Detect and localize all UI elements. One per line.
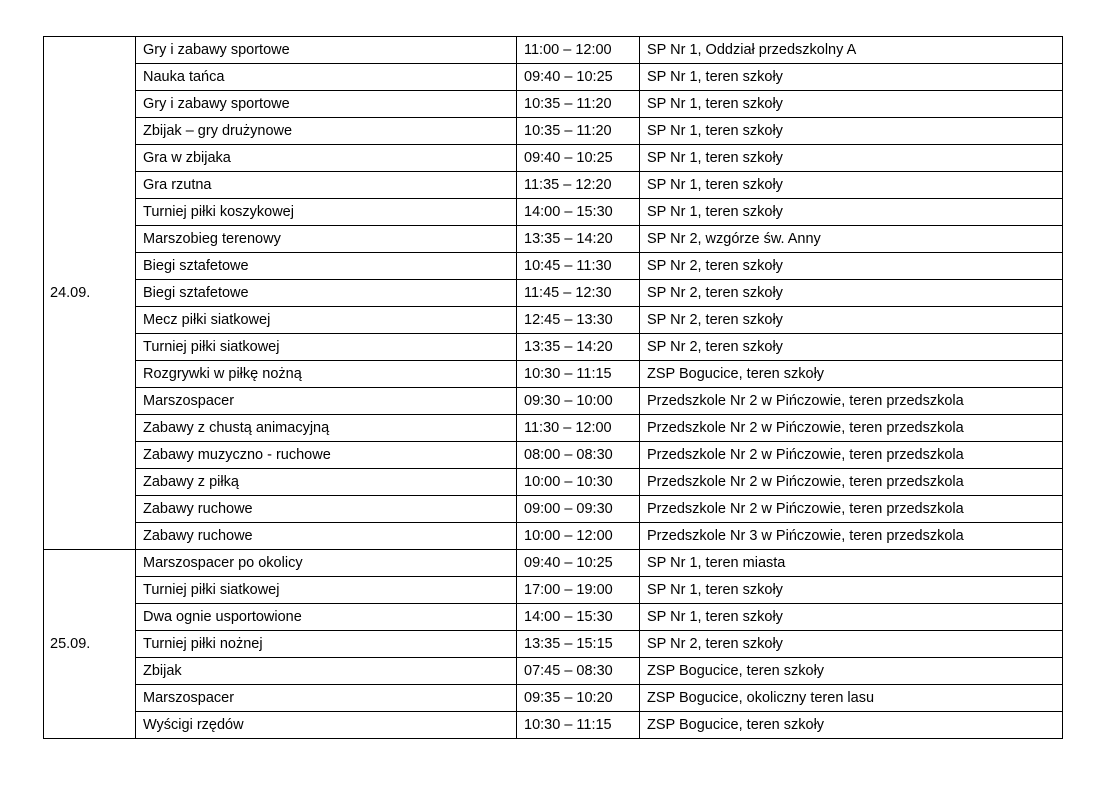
table-row [44,577,1063,604]
table-row [44,712,1063,739]
time-cell: 09:40 – 10:25 [517,550,640,577]
time-cell: 11:35 – 12:20 [517,172,640,199]
time-cell: 10:00 – 10:30 [517,469,640,496]
activity-cell: Marszobieg terenowy [136,226,517,253]
activity-cell: Turniej piłki siatkowej [136,334,517,361]
activity-cell: Marszospacer [136,685,517,712]
place-cell: Przedszkole Nr 2 w Pińczowie, teren przedszkola [640,469,1063,496]
table-row [44,604,1063,631]
table-row [44,388,1063,415]
schedule-table [43,36,1063,739]
table-row [44,280,1063,307]
place-cell: SP Nr 2, teren szkoły [640,334,1063,361]
activity-cell: Zabawy ruchowe [136,523,517,550]
table-row [44,496,1063,523]
table-row [44,253,1063,280]
place-cell: SP Nr 2, teren szkoły [640,307,1063,334]
activity-cell: Zbijak [136,658,517,685]
activity-cell: Biegi sztafetowe [136,253,517,280]
activity-cell: Wyścigi rzędów [136,712,517,739]
time-cell: 14:00 – 15:30 [517,604,640,631]
time-cell: 10:45 – 11:30 [517,253,640,280]
activity-cell: Turniej piłki koszykowej [136,199,517,226]
place-cell: ZSP Bogucice, teren szkoły [640,658,1063,685]
activity-cell: Gry i zabawy sportowe [136,91,517,118]
place-cell: ZSP Bogucice, teren szkoły [640,361,1063,388]
place-cell: SP Nr 1, teren szkoły [640,577,1063,604]
time-cell: 14:00 – 15:30 [517,199,640,226]
place-cell: SP Nr 1, teren szkoły [640,64,1063,91]
table-row [44,91,1063,118]
place-cell: Przedszkole Nr 2 w Pińczowie, teren przedszkola [640,496,1063,523]
date-cell: 24.09. [44,37,136,550]
place-cell: SP Nr 2, wzgórze św. Anny [640,226,1063,253]
activity-cell: Rozgrywki w piłkę nożną [136,361,517,388]
time-cell: 17:00 – 19:00 [517,577,640,604]
place-cell: SP Nr 2, teren szkoły [640,253,1063,280]
table-row [44,172,1063,199]
table-row [44,442,1063,469]
time-cell: 10:00 – 12:00 [517,523,640,550]
place-cell: Przedszkole Nr 3 w Pińczowie, teren przedszkola [640,523,1063,550]
table-row [44,226,1063,253]
place-cell: ZSP Bogucice, okoliczny teren lasu [640,685,1063,712]
activity-cell: Mecz piłki siatkowej [136,307,517,334]
place-cell: SP Nr 1, teren szkoły [640,118,1063,145]
table-row [44,658,1063,685]
table-row [44,334,1063,361]
place-cell: SP Nr 1, teren szkoły [640,91,1063,118]
time-cell: 13:35 – 15:15 [517,631,640,658]
activity-cell: Turniej piłki siatkowej [136,577,517,604]
place-cell: Przedszkole Nr 2 w Pińczowie, teren przedszkola [640,442,1063,469]
time-cell: 13:35 – 14:20 [517,334,640,361]
place-cell: SP Nr 1, Oddział przedszkolny A [640,37,1063,64]
time-cell: 09:40 – 10:25 [517,64,640,91]
table-row [44,550,1063,577]
time-cell: 10:35 – 11:20 [517,118,640,145]
schedule-body [44,37,1063,739]
time-cell: 11:45 – 12:30 [517,280,640,307]
activity-cell: Zbijak – gry drużynowe [136,118,517,145]
place-cell: ZSP Bogucice, teren szkoły [640,712,1063,739]
activity-cell: Zabawy ruchowe [136,496,517,523]
table-row [44,523,1063,550]
activity-cell: Nauka tańca [136,64,517,91]
place-cell: SP Nr 1, teren miasta [640,550,1063,577]
table-row [44,145,1063,172]
activity-cell: Gra w zbijaka [136,145,517,172]
table-row [44,37,1063,64]
table-row [44,685,1063,712]
activity-cell: Zabawy muzyczno - ruchowe [136,442,517,469]
activity-cell: Turniej piłki nożnej [136,631,517,658]
place-cell: SP Nr 2, teren szkoły [640,280,1063,307]
time-cell: 07:45 – 08:30 [517,658,640,685]
table-row [44,631,1063,658]
activity-cell: Gry i zabawy sportowe [136,37,517,64]
time-cell: 11:30 – 12:00 [517,415,640,442]
activity-cell: Marszospacer [136,388,517,415]
place-cell: SP Nr 2, teren szkoły [640,631,1063,658]
activity-cell: Dwa ognie usportowione [136,604,517,631]
activity-cell: Biegi sztafetowe [136,280,517,307]
time-cell: 09:30 – 10:00 [517,388,640,415]
table-row [44,307,1063,334]
time-cell: 11:00 – 12:00 [517,37,640,64]
activity-cell: Gra rzutna [136,172,517,199]
activity-cell: Zabawy z chustą animacyjną [136,415,517,442]
place-cell: SP Nr 1, teren szkoły [640,172,1063,199]
time-cell: 12:45 – 13:30 [517,307,640,334]
table-row [44,361,1063,388]
time-cell: 10:30 – 11:15 [517,712,640,739]
time-cell: 10:30 – 11:15 [517,361,640,388]
table-row [44,64,1063,91]
table-row [44,469,1063,496]
time-cell: 10:35 – 11:20 [517,91,640,118]
place-cell: SP Nr 1, teren szkoły [640,145,1063,172]
date-cell: 25.09. [44,550,136,739]
activity-cell: Zabawy z piłką [136,469,517,496]
time-cell: 09:40 – 10:25 [517,145,640,172]
place-cell: SP Nr 1, teren szkoły [640,199,1063,226]
table-row [44,415,1063,442]
activity-cell: Marszospacer po okolicy [136,550,517,577]
time-cell: 09:00 – 09:30 [517,496,640,523]
place-cell: SP Nr 1, teren szkoły [640,604,1063,631]
time-cell: 09:35 – 10:20 [517,685,640,712]
place-cell: Przedszkole Nr 2 w Pińczowie, teren przedszkola [640,415,1063,442]
place-cell: Przedszkole Nr 2 w Pińczowie, teren przedszkola [640,388,1063,415]
table-row [44,199,1063,226]
table-row [44,118,1063,145]
time-cell: 13:35 – 14:20 [517,226,640,253]
time-cell: 08:00 – 08:30 [517,442,640,469]
